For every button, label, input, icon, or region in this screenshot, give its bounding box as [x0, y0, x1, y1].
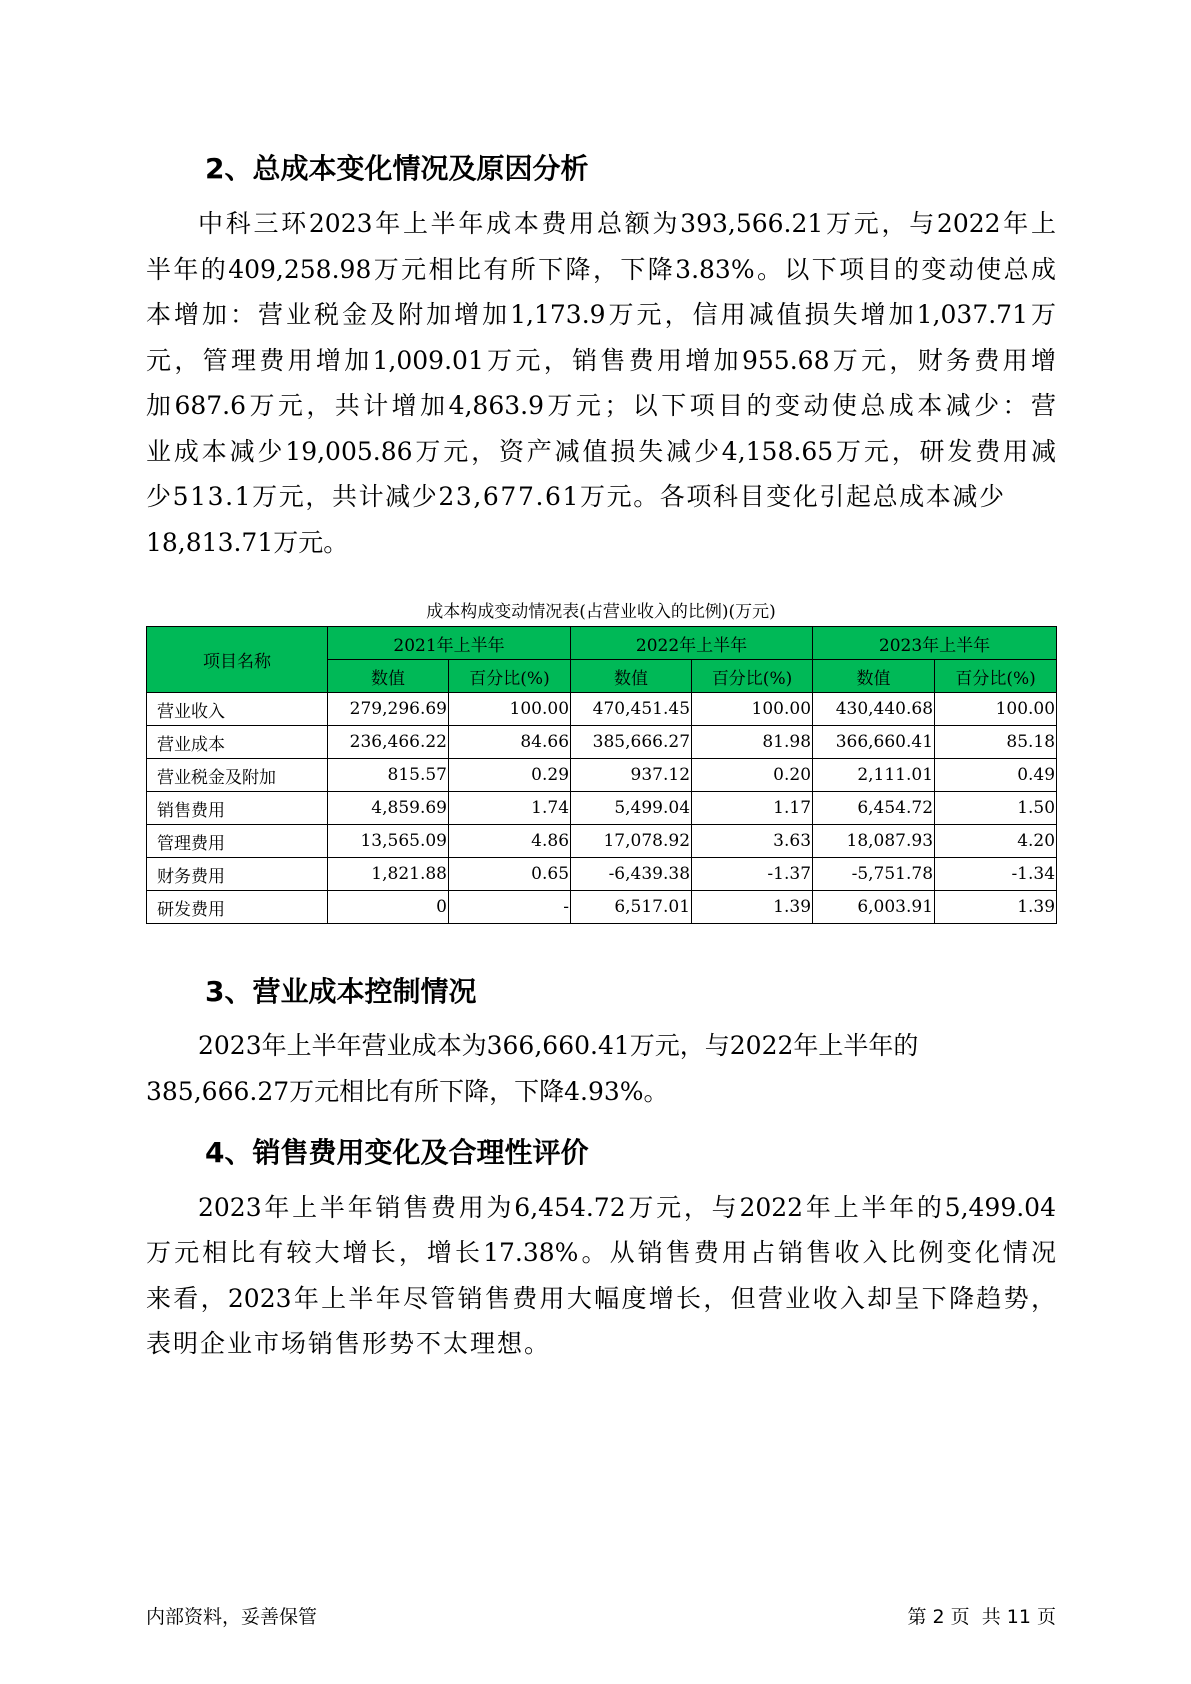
percent-cell: -1.37 [692, 858, 813, 891]
value-cell: 279,296.69 [328, 693, 449, 726]
table-row [147, 891, 1057, 924]
paragraph-line: 来看，2023年上半年尽管销售费用大幅度增长，但营业收入却呈下降趋势， [146, 1284, 1056, 1313]
value-cell: 17,078.92 [571, 825, 692, 858]
value-cell: 366,660.41 [813, 726, 935, 759]
value-cell: 430,440.68 [813, 693, 935, 726]
value-cell: 815.57 [328, 759, 449, 792]
value-cell: 6,454.72 [813, 792, 935, 825]
percent-cell: 84.66 [449, 726, 571, 759]
percent-cell: 0.29 [449, 759, 571, 792]
section-3-heading: 3、营业成本控制情况 [205, 975, 477, 1008]
value-cell: -6,439.38 [571, 858, 692, 891]
paragraph-line: 元，管理费用增加1,009.01万元，销售费用增加955.68万元，财务费用增 [146, 346, 1056, 375]
value-cell: 18,087.93 [813, 825, 935, 858]
value-cell: 13,565.09 [328, 825, 449, 858]
value-cell: 470,451.45 [571, 693, 692, 726]
paragraph-line: 中科三环2023年上半年成本费用总额为393,566.21万元，与2022年上 [198, 209, 1056, 238]
header-value: 数值 [328, 660, 449, 693]
table-row [147, 693, 1057, 726]
percent-cell: 1.17 [692, 792, 813, 825]
percent-cell: 100.00 [449, 693, 571, 726]
section-4-heading: 4、销售费用变化及合理性评价 [205, 1136, 589, 1169]
percent-cell: 85.18 [935, 726, 1057, 759]
table-caption: 成本构成变动情况表(占营业收入的比例)(万元) [426, 602, 776, 622]
cost-structure-table [146, 626, 1057, 924]
value-cell: 937.12 [571, 759, 692, 792]
table-row [147, 825, 1057, 858]
value-cell: 1,821.88 [328, 858, 449, 891]
value-cell: 5,499.04 [571, 792, 692, 825]
footer-confidential-note: 内部资料，妥善保管 [146, 1606, 318, 1628]
header-value: 数值 [571, 660, 692, 693]
section-2-heading: 2、总成本变化情况及原因分析 [205, 152, 589, 185]
value-cell: -5,751.78 [813, 858, 935, 891]
row-name: 管理费用 [147, 825, 328, 858]
header-percent: 百分比(%) [449, 660, 571, 693]
paragraph-line: 表明企业市场销售形势不太理想。 [146, 1329, 552, 1358]
table-row [147, 858, 1057, 891]
paragraph-line: 2023年上半年营业成本为366,660.41万元，与2022年上半年的 [198, 1031, 919, 1060]
percent-cell: 0.20 [692, 759, 813, 792]
row-name: 销售费用 [147, 792, 328, 825]
paragraph-line: 2023年上半年销售费用为6,454.72万元，与2022年上半年的5,499.04 [198, 1193, 1056, 1222]
percent-cell: 81.98 [692, 726, 813, 759]
percent-cell: 1.39 [692, 891, 813, 924]
percent-cell: 1.74 [449, 792, 571, 825]
paragraph-line: 18,813.71万元。 [146, 528, 349, 557]
row-name: 营业税金及附加 [147, 759, 328, 792]
row-name: 营业收入 [147, 693, 328, 726]
value-cell: 6,003.91 [813, 891, 935, 924]
paragraph-line: 385,666.27万元相比有所下降，下降4.93%。 [146, 1077, 669, 1106]
footer-page-number: 第 2 页 共 11 页 [907, 1606, 1056, 1628]
value-cell: 2,111.01 [813, 759, 935, 792]
table-row [147, 726, 1057, 759]
paragraph-line: 本增加：营业税金及附加增加1,173.9万元，信用减值损失增加1,037.71万 [146, 300, 1056, 329]
percent-cell: -1.34 [935, 858, 1057, 891]
percent-cell: 3.63 [692, 825, 813, 858]
percent-cell: - [449, 891, 571, 924]
percent-cell: 1.39 [935, 891, 1057, 924]
paragraph-line: 少513.1万元，共计减少23,677.61万元。各项科目变化引起总成本减少 [146, 482, 1006, 511]
header-item-name: 项目名称 [147, 627, 328, 693]
percent-cell: 100.00 [692, 693, 813, 726]
header-value: 数值 [813, 660, 935, 693]
row-name: 营业成本 [147, 726, 328, 759]
percent-cell: 0.65 [449, 858, 571, 891]
row-name: 研发费用 [147, 891, 328, 924]
header-period: 2023年上半年 [813, 627, 1057, 660]
table-row [147, 759, 1057, 792]
value-cell: 6,517.01 [571, 891, 692, 924]
percent-cell: 4.86 [449, 825, 571, 858]
value-cell: 4,859.69 [328, 792, 449, 825]
value-cell: 385,666.27 [571, 726, 692, 759]
percent-cell: 100.00 [935, 693, 1057, 726]
row-name: 财务费用 [147, 858, 328, 891]
table-row [147, 792, 1057, 825]
percent-cell: 4.20 [935, 825, 1057, 858]
value-cell: 236,466.22 [328, 726, 449, 759]
header-percent: 百分比(%) [692, 660, 813, 693]
header-period: 2021年上半年 [328, 627, 571, 660]
header-percent: 百分比(%) [935, 660, 1057, 693]
percent-cell: 1.50 [935, 792, 1057, 825]
paragraph-line: 万元相比有较大增长，增长17.38%。从销售费用占销售收入比例变化情况 [146, 1238, 1056, 1267]
paragraph-line: 半年的409,258.98万元相比有所下降，下降3.83%。以下项目的变动使总成 [146, 255, 1056, 284]
value-cell: 0 [328, 891, 449, 924]
header-period: 2022年上半年 [571, 627, 813, 660]
percent-cell: 0.49 [935, 759, 1057, 792]
paragraph-line: 加687.6万元，共计增加4,863.9万元；以下项目的变动使总成本减少：营 [146, 391, 1056, 420]
paragraph-line: 业成本减少19,005.86万元，资产减值损失减少4,158.65万元，研发费用减 [146, 437, 1056, 466]
